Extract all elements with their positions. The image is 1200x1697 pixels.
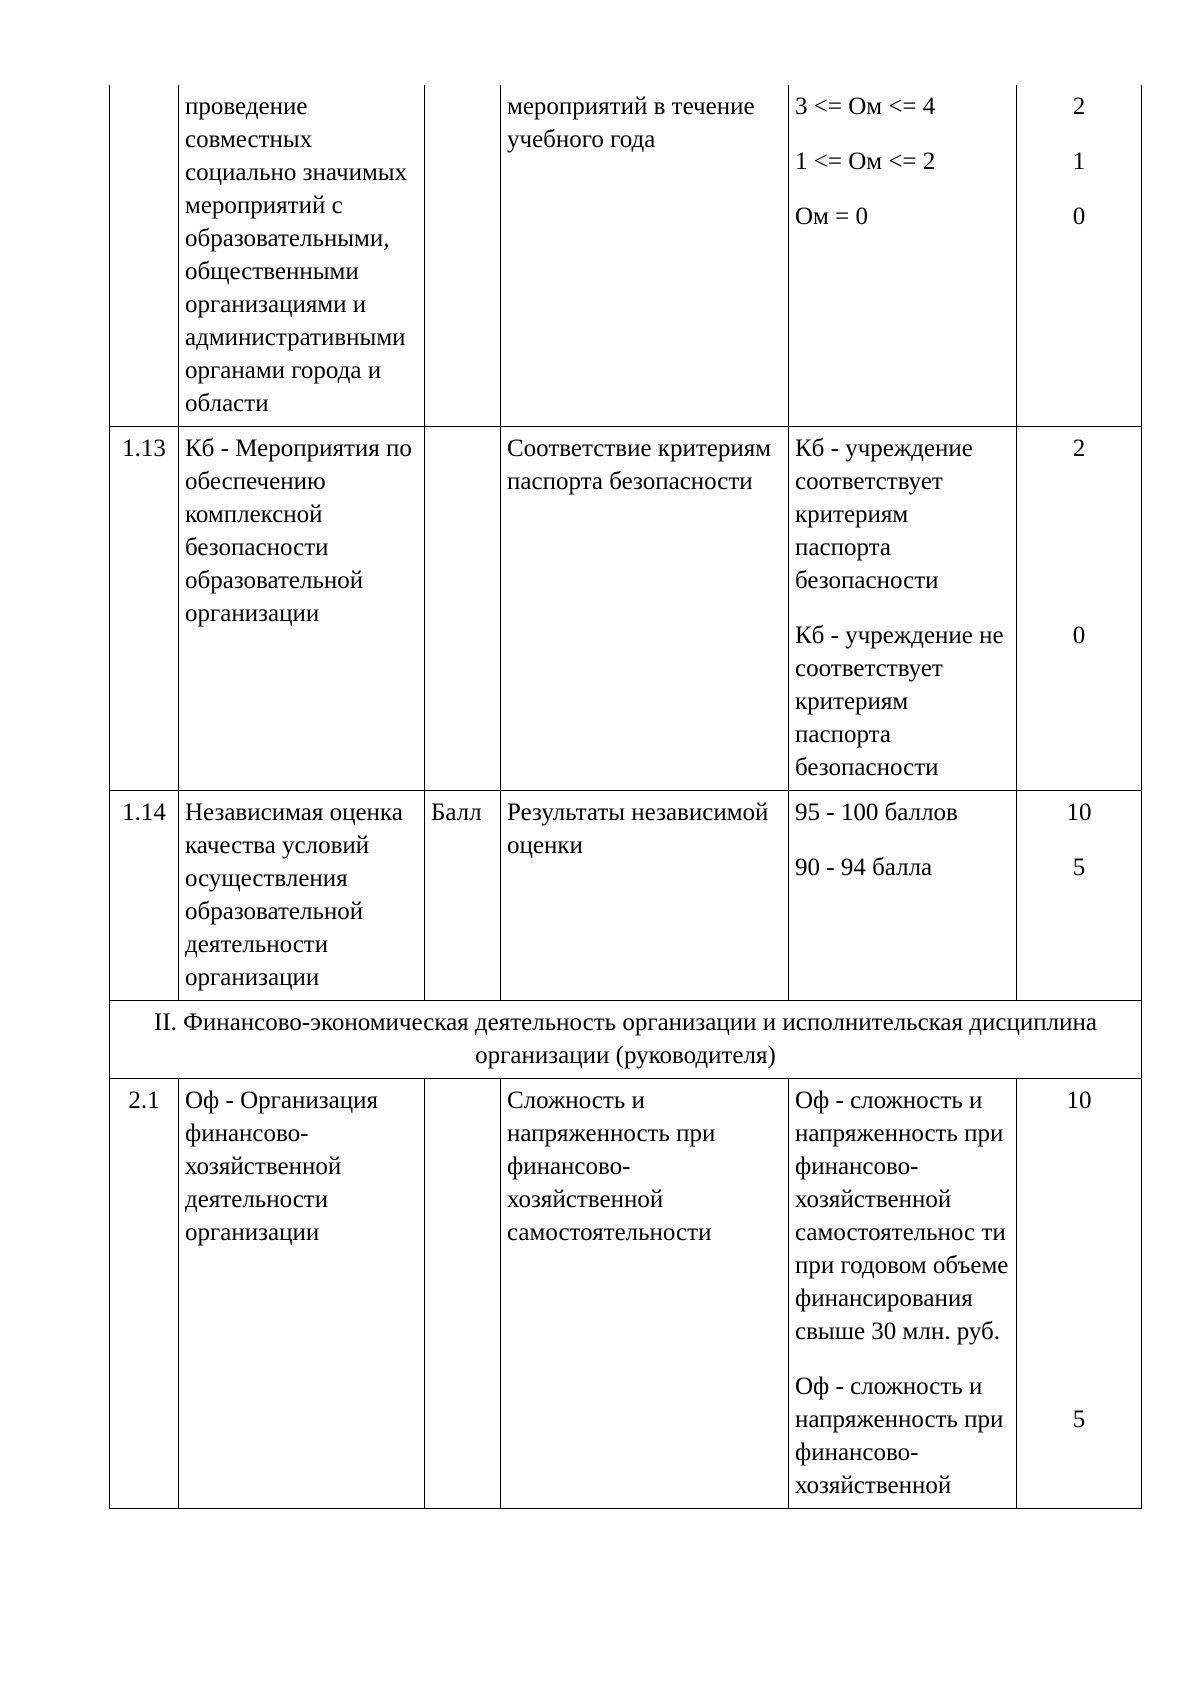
condition-text: Кб - учреждение соответствует критериям паспорта безопасности — [795, 435, 973, 594]
points-value: 2 — [1072, 435, 1086, 462]
table-row — [110, 427, 1142, 791]
points-cell — [1017, 1079, 1142, 1509]
condition-text: 3 <= Ом <= 4 — [795, 93, 936, 120]
table-row — [110, 791, 1142, 1001]
unit-cell — [425, 427, 501, 791]
table-row — [110, 1079, 1142, 1509]
row-number: 1.13 — [110, 427, 179, 791]
points-value: 5 — [1072, 854, 1086, 881]
criterion-cell: мероприятий в течение учебного года — [501, 85, 789, 427]
points-value: 0 — [1072, 203, 1086, 230]
evaluation-conditions — [789, 1079, 1017, 1509]
condition-text: Кб - учреждение не соответствует критериям паспорта безопасности — [795, 622, 1004, 781]
row-number — [110, 85, 179, 427]
table-row — [110, 85, 1142, 427]
condition-text: Оф - сложность и напряженность при финансово-хозяйственной самостоятельнос ти при годовом объеме финансирования свыше 30 млн. руб. — [795, 1087, 1009, 1345]
condition-text: 1 <= Ом <= 2 — [795, 148, 936, 175]
unit-cell — [425, 85, 501, 427]
points-cell — [1017, 427, 1142, 791]
points-value: 10 — [1066, 1087, 1092, 1114]
condition-text: Оф - сложность и напряженность при финансово-хозяйственной — [795, 1373, 1004, 1499]
section-heading: II. Финансово-экономическая деятельность организации и исполнительская дисциплина организации (руководителя) — [110, 1001, 1142, 1079]
criteria-table — [109, 85, 1142, 1509]
points-value: 10 — [1066, 799, 1092, 826]
indicator-name: Кб - Мероприятия по обеспечению комплексной безопасности образовательной организации — [179, 427, 425, 791]
indicator-name: проведение совместных социально значимых мероприятий с образовательными, общественными организациями и административными органами города и области — [179, 85, 425, 427]
criterion-cell: Сложность и напряженность при финансово-хозяйственной самостоятельности — [501, 1079, 789, 1509]
points-cell — [1017, 85, 1142, 427]
indicator-name: Оф - Организация финансово-хозяйственной деятельности организации — [179, 1079, 425, 1509]
points-value: 1 — [1072, 148, 1086, 175]
evaluation-conditions — [789, 791, 1017, 1001]
criterion-cell: Результаты независимой оценки — [501, 791, 789, 1001]
evaluation-conditions — [789, 427, 1017, 791]
row-number: 1.14 — [110, 791, 179, 1001]
points-value: 0 — [1072, 622, 1086, 649]
indicator-name: Независимая оценка качества условий осуществления образовательной деятельности организации — [179, 791, 425, 1001]
points-cell — [1017, 791, 1142, 1001]
evaluation-conditions — [789, 85, 1017, 427]
condition-text: Ом = 0 — [795, 203, 868, 230]
criterion-cell: Соответствие критериям паспорта безопасности — [501, 427, 789, 791]
points-value: 5 — [1072, 1406, 1086, 1433]
section-row — [110, 1001, 1142, 1079]
unit-cell: Балл — [425, 791, 501, 1001]
unit-cell — [425, 1079, 501, 1509]
condition-text: 95 - 100 баллов — [795, 799, 958, 826]
row-number: 2.1 — [110, 1079, 179, 1509]
condition-text: 90 - 94 балла — [795, 854, 933, 881]
points-value: 2 — [1072, 93, 1086, 120]
